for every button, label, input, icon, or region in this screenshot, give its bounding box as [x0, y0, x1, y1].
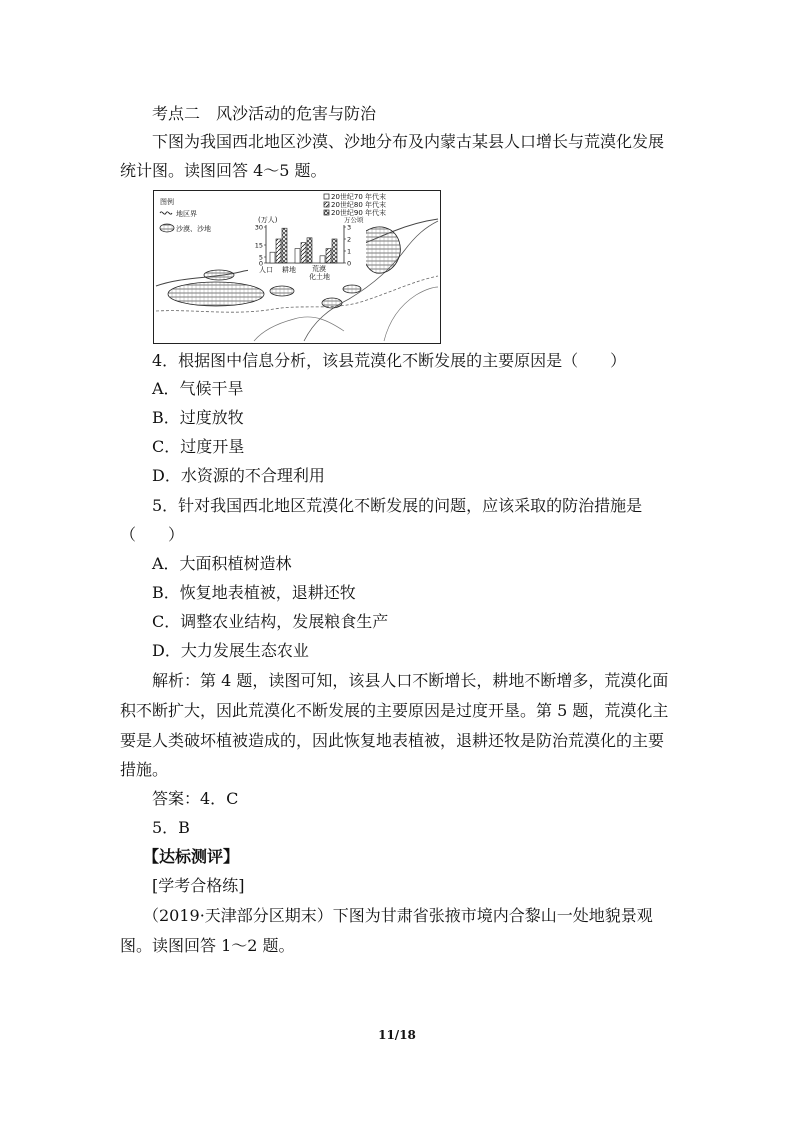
- bar-0-1: [276, 239, 281, 263]
- category-label-cropland: 耕地: [282, 266, 296, 274]
- bar-1-2: [307, 238, 312, 263]
- figure-map-chart: [153, 190, 441, 344]
- desert-legend-icon: [160, 224, 174, 232]
- series-70s-label: 20世纪70 年代末: [331, 193, 387, 201]
- category-label-desert-1: 荒漠: [312, 265, 326, 273]
- left-tick-label: 0: [258, 259, 263, 268]
- desert-area: [270, 286, 294, 296]
- right-tick-label: 1: [347, 247, 352, 256]
- section-title: 考点二 风沙活动的危害与防治: [152, 104, 377, 123]
- desert-area: [364, 227, 401, 273]
- q5-option-c: C．调整农业结构，发展粮食生产: [152, 612, 389, 631]
- legend-title: 图例: [160, 198, 174, 206]
- q4-option-d: D．水资源的不合理利用: [152, 466, 325, 485]
- category-label-desert-2: 化土地: [309, 273, 330, 281]
- q4-option-c: C．过度开垦: [152, 437, 245, 456]
- q5-stem-line-2: （ ）: [120, 525, 185, 544]
- analysis-line-3: 要是人类破坏植被造成的，因此恢复地表植被，退耕还牧是防治荒漠化的主要: [120, 731, 665, 750]
- legend-desert-label: 沙漠、沙地: [176, 225, 211, 233]
- q4-option-a: A．气候干旱: [152, 379, 244, 398]
- desert-area: [322, 298, 342, 308]
- desert-area: [204, 270, 234, 280]
- series-70s-swatch: [324, 194, 329, 199]
- figure-svg: [154, 191, 440, 343]
- left-axis-unit: (万人): [258, 216, 278, 224]
- bar-chart: [248, 215, 366, 281]
- map-region-boundary: [254, 317, 344, 341]
- q5-option-b: B．恢复地表植被，退耕还牧: [152, 583, 356, 602]
- q5-option-a: A．大面积植树造林: [152, 554, 292, 573]
- q4-option-b: B．过度放牧: [152, 408, 244, 427]
- right-tick-label: 3: [347, 223, 352, 232]
- left-tick-label: 5: [258, 253, 263, 262]
- intro-line-1: 下图为我国西北地区沙漠、沙地分布及内蒙古某县人口增长与荒漠化发展: [152, 132, 665, 151]
- map-region-boundary: [384, 287, 438, 341]
- series-80s-label: 20世纪80 年代末: [331, 201, 387, 209]
- q4-stem: 4．根据图中信息分析，该县荒漠化不断发展的主要原因是（ ）: [152, 351, 627, 370]
- next-question-line-2: 图。读图回答 1～2 题。: [120, 936, 295, 955]
- desert-area: [343, 285, 361, 293]
- analysis-line-4: 措施。: [120, 760, 169, 779]
- intro-line-2: 统计图。读图回答 4～5 题。: [120, 161, 327, 180]
- page-number: 11/18: [378, 1028, 416, 1042]
- category-label-population: 人口: [259, 266, 273, 274]
- answer-line-2: 5．B: [152, 818, 190, 837]
- series-80s-swatch: [324, 202, 329, 207]
- legend-boundary-label: 地区界: [176, 210, 197, 218]
- analysis-line-1: 解析：第 4 题，读图可知，该县人口不断增长，耕地不断增多，荒漠化面: [152, 671, 669, 690]
- desert-area: [168, 282, 264, 306]
- boundary-legend-icon: [160, 212, 172, 214]
- left-tick-label: 30: [254, 223, 263, 232]
- bar-2-0: [320, 256, 325, 263]
- series-90s-swatch: [324, 210, 329, 215]
- bar-1-1: [301, 243, 306, 263]
- right-axis-unit: 万公顷: [344, 216, 364, 224]
- q5-stem-line-1: 5．针对我国西北地区荒漠化不断发展的问题，应该采取的防治措施是: [152, 496, 643, 515]
- bar-0-2: [282, 228, 287, 263]
- bar-1-0: [295, 249, 300, 263]
- bar-2-2: [332, 239, 337, 263]
- answer-line-1: 答案：4．C: [152, 789, 239, 808]
- practice-label: [学考合格练]: [152, 876, 245, 895]
- analysis-line-2: 积不断扩大，因此荒漠化不断发展的主要原因是过度开垦。第 5 题，荒漠化主: [120, 701, 669, 720]
- next-question-line-1: （2019·天津部分区期末）下图为甘肃省张掖市境内合黎山一处地貌景观: [143, 906, 653, 925]
- left-tick-label: 15: [254, 241, 263, 250]
- q5-option-d: D．大力发展生态农业: [152, 641, 309, 660]
- assessment-header: 【达标测评】: [143, 847, 240, 866]
- right-tick-label: 0: [347, 259, 352, 268]
- bar-2-1: [326, 249, 331, 263]
- bar-0-0: [270, 252, 275, 263]
- series-90s-label: 20世纪90 年代末: [331, 209, 387, 217]
- right-tick-label: 2: [347, 235, 352, 244]
